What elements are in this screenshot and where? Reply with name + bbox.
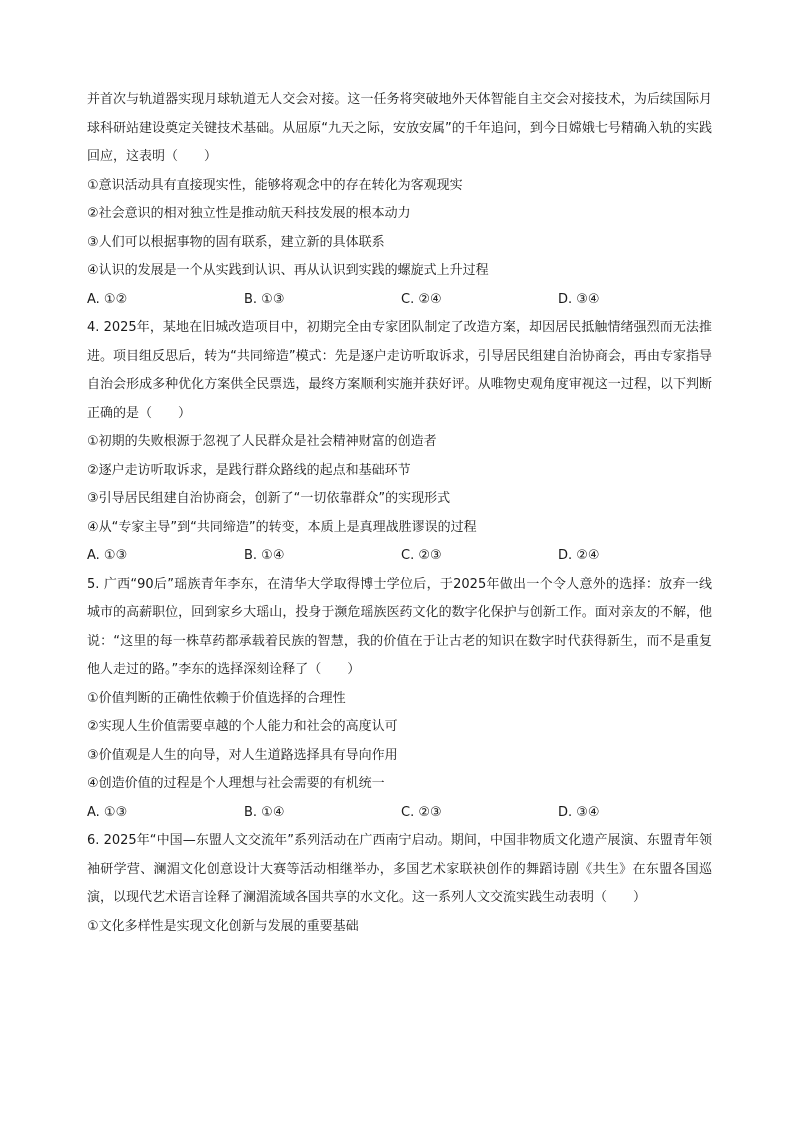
choice-a: A. ①③: [87, 804, 128, 820]
question-stem: 6. 2025年“中国—东盟人文交流年”系列活动在广西南宁启动。期间，中国非物质文化遗产展演、东盟青年领袖研学营、澜湄文化创意设计大赛等活动相继举办，多国艺术家联袂创作的舞蹈诗剧《共生》在东盟各国巡演，以现代艺术语言诠释了澜湄流域各国共享的水文化。这一系列人文交流实践生动表明（ ）: [87, 833, 712, 905]
option-3: ③价值观是人生的向导，对人生道路选择具有导向作用: [87, 747, 398, 763]
answer-choices: [87, 799, 712, 828]
choice-b: B. ①③: [244, 291, 285, 307]
option-4: ④创造价值的过程是个人理想与社会需要的有机统一: [87, 776, 385, 791]
question-stem: 并首次与轨道器实现月球轨道无人交会对接。这一任务将突破地外天体智能自主交会对接技术，为后续国际月球科研站建设奠定关键技术基础。从屈原“九天之际，安放安属”的千年追问，到今日嫦娥七号精确入轨的实践回应，这表明（ ）: [87, 92, 712, 164]
answer-choices: [87, 542, 712, 571]
option-2: ②实现人生价值需要卓越的个人能力和社会的高度认可: [87, 719, 398, 734]
question-stem: 5. 广西“90后”瑶族青年李东，在清华大学取得博士学位后，于2025年做出一个令人意外的选择：放弃一线城市的高薪职位，回到家乡大瑶山，投身于濒危瑶族医药文化的数字化保护与创新工作。面对亲友的不解，他说：“这里的每一株草药都承载着民族的智慧，我的价值在于让古老的知识在数字时代获得新生，而不是重复他人走过的路。”李东的选择深刻诠释了（ ）: [87, 576, 712, 677]
option-2: ②逐户走访听取诉求，是践行群众路线的起点和基础环节: [87, 462, 411, 478]
choice-c: C. ②③: [401, 548, 442, 563]
option-1: ①价值判断的正确性依赖于价值选择的合理性: [87, 690, 346, 706]
choice-d: D. ③④: [558, 291, 600, 307]
question-4: [87, 314, 712, 571]
choice-b: B. ①④: [244, 804, 285, 820]
choice-a: A. ①③: [87, 548, 128, 563]
option-4: ④认识的发展是一个从实践到认识、再从认识到实践的螺旋式上升过程: [87, 263, 489, 278]
choice-a: A. ①②: [87, 291, 128, 307]
question-5: [87, 571, 712, 828]
question-stem: 4. 2025年，某地在旧城改造项目中，初期完全由专家团队制定了改造方案，却因居民抵触情绪强烈而无法推进。项目组反思后，转为“共同缔造”模式：先是逐户走访听取诉求，引导居民组建自治协商会，再由专家指导自治会形成多种优化方案供全民票选，最终方案顺利实施并获好评。从唯物史观角度审视这一过程，以下判断正确的是（ ）: [87, 320, 712, 421]
answer-choices: [87, 286, 712, 315]
option-1: ①文化多样性是实现文化创新与发展的重要基础: [87, 918, 359, 934]
choice-c: C. ②③: [401, 804, 442, 820]
choice-d: D. ②④: [558, 548, 600, 563]
option-2: ②社会意识的相对独立性是推动航天科技发展的根本动力: [87, 206, 411, 221]
choice-b: B. ①④: [244, 548, 285, 563]
page-content: [87, 86, 712, 941]
option-4: ④从“专家主导”到“共同缔造”的转变，本质上是真理战胜谬误的过程: [87, 519, 477, 535]
option-3: ③引导居民组建自治协商会，创新了“一切依靠群众”的实现形式: [87, 491, 451, 506]
option-1: ①初期的失败根源于忽视了人民群众是社会精神财富的创造者: [87, 434, 437, 449]
option-3: ③人们可以根据事物的固有联系，建立新的具体联系: [87, 234, 385, 250]
choice-c: C. ②④: [401, 291, 442, 307]
choice-d: D. ③④: [558, 804, 600, 820]
question-3: [87, 86, 712, 314]
question-6: [87, 827, 712, 941]
option-1: ①意识活动具有直接现实性，能够将观念中的存在转化为客观现实: [87, 177, 463, 193]
